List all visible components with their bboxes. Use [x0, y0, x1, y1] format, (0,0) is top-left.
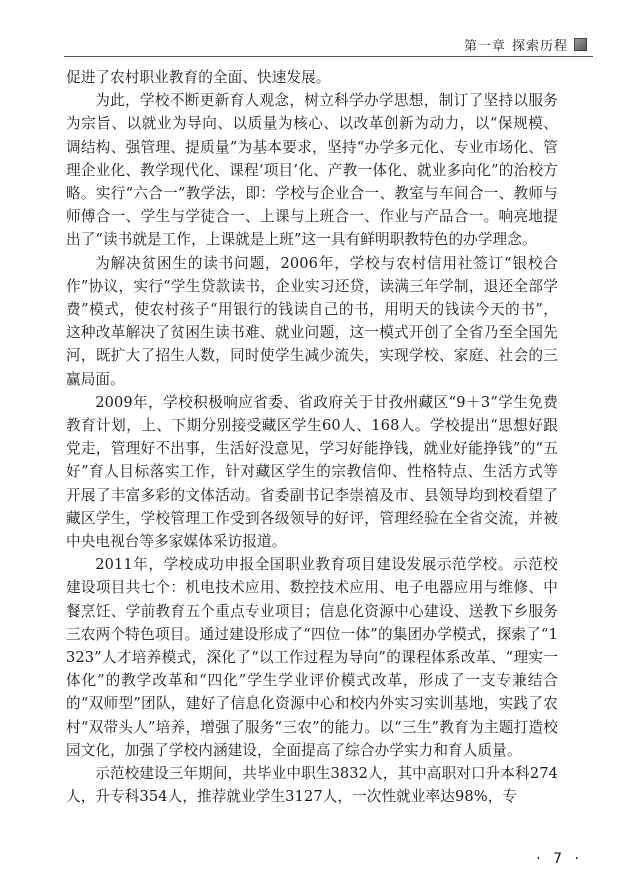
paragraph-continued: 促进了农村职业教育的全面、快速发展。 [66, 69, 331, 86]
body-text [66, 66, 558, 809]
paragraph: 示范校建设三年期间，共毕业中职生3832人，其中高职对口升本科274人，升专科354人，推荐就业学生3127人，一次性就业率达98%，专 [66, 765, 558, 806]
paragraph: 为解决贫困生的读书问题，2006年，学校与农村信用社签订“银校合作”协议，实行“学生贷款读书，企业实习还贷，读满三年学制，退还全部学费”模式，使农村孩子“用银行的钱读自己的书，用明天的钱读今天的书”，这种改革解决了贫困生读书难、就业问题，这一模式开创了全省乃至全国先河，既扩大了招生人数，同时使学生减少流失，实现学校、家庭、社会的三赢局面。 [66, 254, 558, 388]
paragraph: 2009年，学校积极响应省委、省政府关于甘孜州藏区“9＋3”学生免费教育计划，上、下期分别接受藏区学生60人、168人。学校提出“思想好跟党走，管理好不出事，生活好没意见，学习好能挣钱，就业好能挣钱”的“五好”育人目标落实工作，针对藏区学生的宗教信仰、性格特点、生活方式等开展了丰富多彩的文体活动。省委副书记李崇禧及市、县领导均到校看望了藏区学生，学校管理工作受到各级领导的好评，管理经验在全省交流，并被中央电视台等多家媒体采访报道。 [66, 393, 558, 551]
paragraph: 2011年，学校成功申报全国职业教育项目建设发展示范学校。示范校建设项目共七个：机电技术应用、数控技术应用、电子电器应用与维修、中餐烹饪、学前教育五个重点专业项目；信息化资源中心建设、送教下乡服务三农两个特色项目。通过建设形成了“四位一体”的集团办学模式，探索了“1323”人才培养模式，深化了“以工作过程为导向”的课程体系改革、“理实一体化”的教学改革和“四化”学生学业评价模式改革，形成了一支专兼结合的“双师型”团队，建好了信息化资源中心和校内外实习实训基地，实践了农村“双带头人”培养，增强了服务“三农”的能力。以“三生”教育为主题打造校园文化，加强了学校内涵建设，全面提高了综合办学实力和育人质量。 [66, 556, 558, 759]
header-square-icon [574, 38, 587, 51]
chapter-label: 第一章 [463, 39, 506, 54]
running-header [464, 35, 587, 54]
page-number: · 7 · [536, 851, 583, 867]
paragraph: 为此，学校不断更新育人观念，树立科学办学思想，制订了坚持以服务为宗旨、以就业为导向、以质量为核心、以改革创新为动力，以“保规模、调结构、强管理、提质量”为基本要求，坚持“办学多元化、专业市场化、管理企业化、教学现代化、课程‘项目’化、产教一体化、就业多向化”的治校方略。实行“六合一”教学法，即：学校与企业合一、教室与车间合一、教师与师傅合一、学生与学徒合一、上课与上班合一、作业与产品合一。响亮地提出了“读书就是工作，上课就是上班”这一具有鲜明职教特色的办学理念。 [66, 92, 558, 249]
chapter-title: 探索历程 [511, 39, 568, 54]
header-rule [64, 56, 593, 57]
